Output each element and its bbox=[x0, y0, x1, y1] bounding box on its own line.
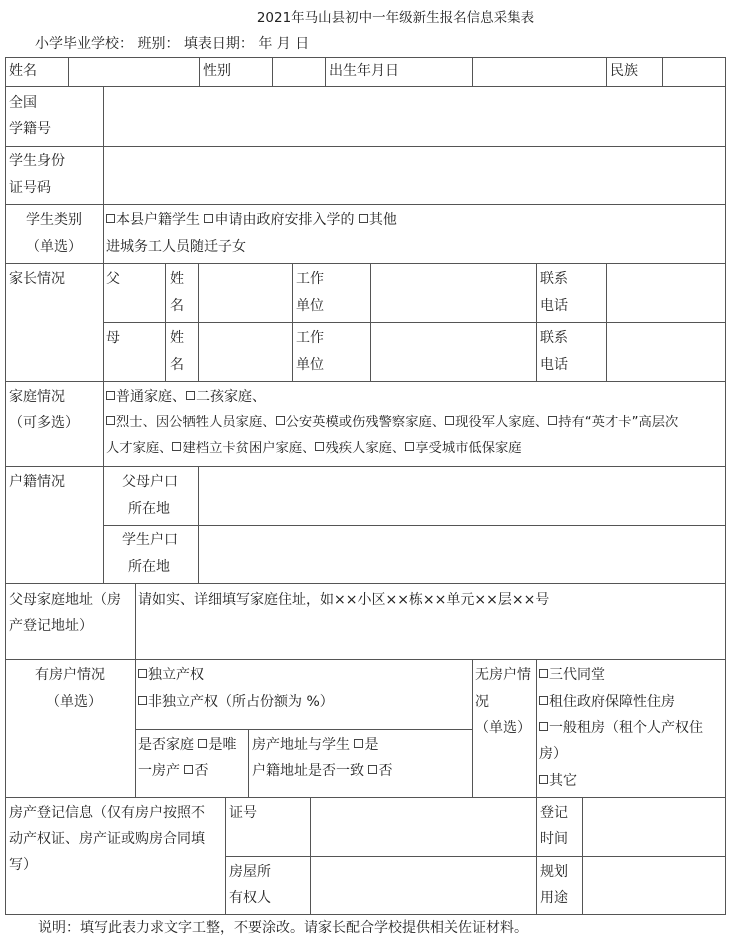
label-father: 父 bbox=[106, 271, 120, 287]
student-type-options: 本县户籍学生 申请由政府安排入学的 其他 bbox=[106, 207, 397, 233]
student-type-migrant: 进城务工人员随迁子女 bbox=[106, 239, 246, 255]
address-hint: 请如实、详细填写家庭住址，如××小区××栋××单元××层××号 bbox=[138, 592, 550, 608]
checkbox-sole-ownership[interactable] bbox=[138, 669, 147, 678]
option-three-gen: 三代同堂 bbox=[539, 662, 605, 688]
label-father-xing: 姓 bbox=[170, 271, 184, 287]
checkbox-only-yes[interactable] bbox=[198, 739, 207, 748]
same-address-q: 房产地址与学生 是 bbox=[252, 737, 379, 753]
label-student-id: 全国 bbox=[9, 95, 37, 111]
label-name: 姓名 bbox=[9, 63, 37, 79]
label-address: 父母家庭地址（房 bbox=[9, 592, 121, 608]
label-father-contact-2: 电话 bbox=[540, 298, 568, 314]
label-student-hukou: 学生户口 bbox=[122, 532, 178, 548]
family-options-row3: 人才家庭、 建档立卡贫困户家庭、 残疾人家庭、 享受城市低保家庭 bbox=[106, 441, 522, 456]
checkbox-normal-family[interactable] bbox=[106, 391, 115, 400]
label-student-hukou-2: 所在地 bbox=[128, 559, 170, 575]
label-parents: 家长情况 bbox=[9, 271, 65, 287]
label-registration-3: 写） bbox=[9, 857, 37, 873]
label-id-number: 学生身份 bbox=[9, 153, 65, 169]
same-address-q-2: 户籍地址是否一致 否 bbox=[252, 763, 393, 779]
form-title: 2021年马山县初中一年级新生报名信息采集表 bbox=[256, 10, 535, 26]
label-address-2: 产登记地址） bbox=[9, 618, 93, 634]
label-mother: 母 bbox=[106, 330, 120, 346]
option-rent: 一般租房（租个人产权住 bbox=[539, 715, 703, 741]
checkbox-same-yes[interactable] bbox=[354, 739, 363, 748]
checkbox-same-no[interactable] bbox=[368, 765, 377, 774]
label-parent-hukou: 父母户口 bbox=[122, 474, 178, 490]
label-planned-use: 规划 bbox=[540, 864, 568, 880]
label-father-ming: 名 bbox=[170, 298, 184, 314]
option-rent-2: 房） bbox=[539, 746, 567, 762]
label-mother-work: 工作 bbox=[296, 330, 324, 346]
only-house-q-2: 一房产 否 bbox=[138, 763, 209, 779]
label-no-house-single: （单选） bbox=[475, 720, 531, 736]
checkbox-poverty[interactable] bbox=[172, 442, 181, 451]
checkbox-gov-housing[interactable] bbox=[539, 696, 548, 705]
checkbox-only-no[interactable] bbox=[184, 765, 193, 774]
label-father-contact: 联系 bbox=[540, 271, 568, 287]
label-registration-2: 动产权证、房产证或购房合同填 bbox=[9, 831, 205, 847]
footer-note: 说明：填写此表力求文字工整，不要涂改。请家长配合学校提供相关佐证材料。 bbox=[38, 920, 528, 936]
label-registration: 房产登记信息（仅有房户按照不 bbox=[9, 805, 205, 821]
form-subtitle: 小学毕业学校： 班别： 填表日期： 年 月 日 bbox=[35, 36, 310, 52]
label-cert-no: 证号 bbox=[229, 805, 257, 821]
checkbox-partial-ownership[interactable] bbox=[138, 696, 147, 705]
label-student-type: 学生类别 bbox=[26, 212, 82, 228]
checkbox-rent[interactable] bbox=[539, 722, 548, 731]
checkbox-three-gen[interactable] bbox=[539, 669, 548, 678]
label-birth: 出生年月日 bbox=[329, 63, 399, 79]
checkbox-local[interactable] bbox=[106, 214, 115, 223]
family-options-row2: 烈士、因公牺牲人员家庭、 公安英模或伤残警察家庭、 现役军人家庭、 持有“英才卡”高层次 bbox=[106, 410, 678, 436]
label-planned-use-2: 用途 bbox=[540, 890, 568, 906]
label-has-house-single: （单选） bbox=[46, 694, 102, 710]
label-reg-time-2: 时间 bbox=[540, 831, 568, 847]
option-partial-ownership: 非独立产权（所占份额为 %） bbox=[138, 689, 334, 715]
label-mother-ming: 名 bbox=[170, 357, 184, 373]
checkbox-martyr[interactable] bbox=[106, 416, 115, 425]
family-options-row1: 普通家庭、 二孩家庭、 bbox=[106, 384, 266, 410]
checkbox-military[interactable] bbox=[445, 416, 454, 425]
label-family: 家庭情况 bbox=[9, 389, 65, 405]
label-hukou: 户籍情况 bbox=[9, 474, 65, 490]
label-mother-work-2: 单位 bbox=[296, 357, 324, 373]
label-nation: 民族 bbox=[610, 63, 638, 79]
label-reg-time: 登记 bbox=[540, 805, 568, 821]
label-mother-xing: 姓 bbox=[170, 330, 184, 346]
label-father-work: 工作 bbox=[296, 271, 324, 287]
checkbox-police[interactable] bbox=[276, 416, 285, 425]
checkbox-other-housing[interactable] bbox=[539, 775, 548, 784]
label-parent-hukou-2: 所在地 bbox=[128, 501, 170, 517]
only-house-q: 是否家庭 是唯 bbox=[138, 737, 237, 753]
option-other: 其它 bbox=[539, 768, 577, 794]
label-has-house: 有房户情况 bbox=[35, 667, 105, 683]
label-family-multi: （可多选） bbox=[9, 415, 79, 431]
label-student-id-2: 学籍号 bbox=[9, 121, 51, 137]
option-gov-housing: 租住政府保障性住房 bbox=[539, 689, 675, 715]
checkbox-disabled[interactable] bbox=[315, 442, 324, 451]
checkbox-two-child[interactable] bbox=[186, 391, 195, 400]
label-owner: 房屋所 bbox=[229, 864, 271, 880]
checkbox-low-income[interactable] bbox=[405, 442, 414, 451]
checkbox-gov-arranged[interactable] bbox=[204, 214, 213, 223]
checkbox-talent[interactable] bbox=[548, 416, 557, 425]
label-owner-2: 有权人 bbox=[229, 890, 271, 906]
label-id-number-2: 证号码 bbox=[9, 180, 51, 196]
label-father-work-2: 单位 bbox=[296, 298, 324, 314]
label-no-house-2: 况 bbox=[475, 694, 489, 710]
label-gender: 性别 bbox=[203, 63, 231, 79]
checkbox-other[interactable] bbox=[359, 214, 368, 223]
label-student-type-single: （单选） bbox=[26, 239, 82, 255]
label-no-house: 无房户情 bbox=[475, 667, 531, 683]
label-mother-contact: 联系 bbox=[540, 330, 568, 346]
option-sole-ownership: 独立产权 bbox=[138, 662, 204, 688]
label-mother-contact-2: 电话 bbox=[540, 357, 568, 373]
